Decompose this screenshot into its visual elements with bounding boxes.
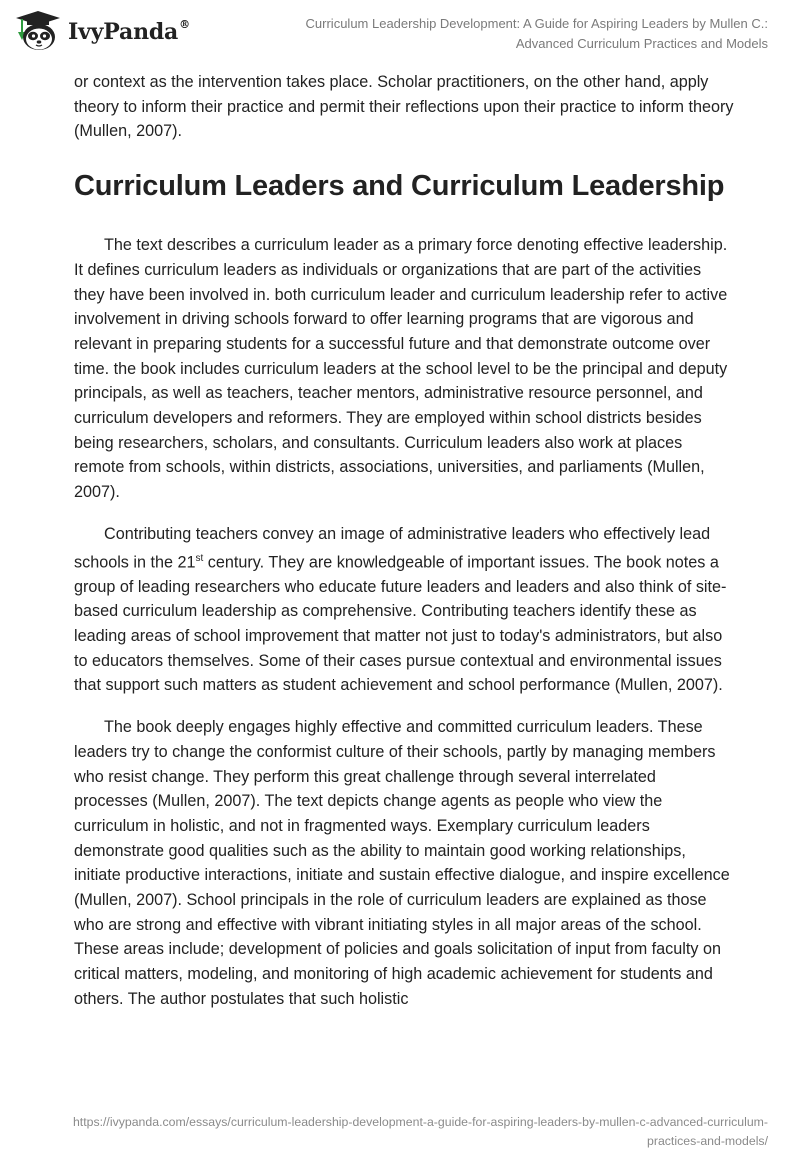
ivypanda-logo[interactable] bbox=[14, 10, 190, 52]
intro-paragraph-fragment: or context as the intervention takes place. Scholar practitioners, on the other hand, apply theory to inform their practice and permit their reflections upon their practice to inform theory (Mullen, 2007). bbox=[74, 73, 734, 141]
page-header bbox=[0, 0, 800, 62]
body-paragraph: Contributing teachers convey an image of administrative leaders who effectively lead schools in the 21st century. They are knowledgeable of important issues. The book notes a group of leading researchers who educate future leaders and leaders and also think of site-based curriculum leadership as comprehensive. Contributing teachers identify these as leading areas of school improvement that matter not just to today's administrators, but also to educators themselves. Some of their cases pursue contextual and environmental issues that support such matters as student achievement and school performance (Mullen, 2007). bbox=[74, 524, 727, 695]
body-paragraph: The book deeply engages highly effective and committed curriculum leaders. These leaders try to change the conformist culture of their schools, partly by managing members who resist change. They perform this great challenge through several interrelated processes (Mullen, 2007). The text depicts change agents as people who view the curriculum in holistic, and not in fragmented ways. Exemplary curriculum leaders demonstrate good qualities such as the ability to maintain good working relationships, initiate productive interactions, initiate and sustain effective dialogue, and inspire excellence (Mullen, 2007). School principals in the role of curriculum leaders are explained as those who are strong and effective with vibrant initiating styles in all major areas of the school. These areas include; development of policies and goals solicitation of input from faculty on critical matters, modeling, and monitoring of high academic achievement for students and others. The author postulates that such holistic bbox=[74, 718, 730, 1008]
essay-content bbox=[74, 70, 734, 1029]
panda-mascot-icon bbox=[14, 10, 62, 52]
body-paragraph: The text describes a curriculum leader as a primary force denoting effective leadership. It defines curriculum leaders as individuals or organizations that are part of the activities they have been involved in. both curriculum leader and curriculum leadership refer to active involvement in driving schools forward to offer learning programs that are vigorous and relevant in preparing students for a successful future and that demonstrate outcome over time. the book includes curriculum leaders at the school level to be the principal and deputy principals, as well as teachers, teacher mentors, administrative resource personnel, and curriculum developers and reformers. They are employed within school districts besides being researchers, scholars, and consultants. Curriculum leaders also work at places remote from schools, within districts, associations, universities, and parliaments (Mullen, 2007). bbox=[74, 236, 728, 502]
brand-name: IvyPanda® bbox=[68, 17, 190, 45]
document-title: Curriculum Leadership Development: A Guide for Aspiring Leaders by Mullen C.: Advanced Curriculum Practices and Models bbox=[305, 16, 768, 51]
section-heading: Curriculum Leaders and Curriculum Leadership bbox=[74, 170, 725, 203]
source-url: https://ivypanda.com/essays/curriculum-leadership-development-a-guide-for-aspiring-leaders-by-mullen-c-advanced-curriculum-practices-and-models/ bbox=[72, 1115, 768, 1148]
